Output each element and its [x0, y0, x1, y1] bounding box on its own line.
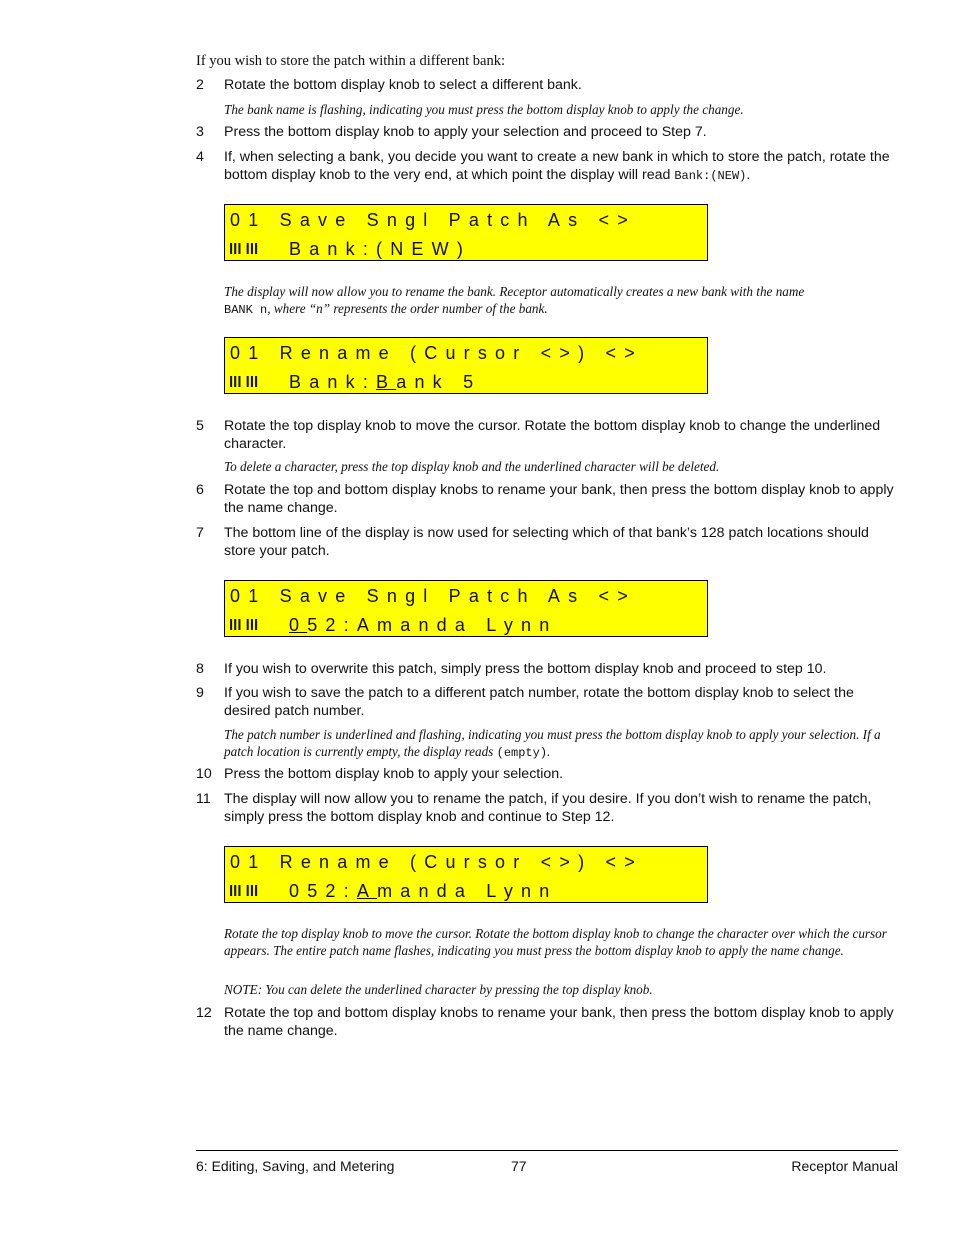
lcd-line-1: 01 Rename (Cursor <>) <>: [230, 852, 643, 872]
step-7: [196, 525, 896, 560]
step-text: Press the bottom display knob to apply your selection.: [224, 766, 564, 782]
footer-divider: [196, 1150, 898, 1151]
lcd-cursor: A: [356, 881, 378, 901]
step-text: Rotate the top and bottom display knobs to rename your bank, then press the bottom display knob to apply the name change.: [224, 482, 894, 516]
lcd-line-2: [289, 615, 557, 635]
step-text: Rotate the top and bottom display knobs to rename your bank, then press the bottom display knob to apply the name change.: [224, 1005, 894, 1039]
step-number: 6: [196, 482, 204, 498]
step-number: 9: [196, 685, 204, 701]
page-number: 77: [511, 1158, 527, 1174]
step-6: [196, 482, 896, 517]
note-text: The patch number is underlined and flashing, indicating you must press the bottom display knob to apply your selection. If a patch location is currently empty, the display reads: [224, 727, 881, 759]
step-number: 5: [196, 418, 204, 434]
level-meter: lll lll: [229, 617, 259, 634]
note-step-11: Rotate the top display knob to move the cursor. Rotate the bottom display knob to change the character over which the cursor appears. The entire patch name flashes, indicating you must press the bottom display knob to apply the name change.: [224, 926, 887, 958]
step-number: 10: [196, 766, 212, 782]
note-step-9: [224, 726, 894, 762]
step-text: If, when selecting a bank, you decide you want to create a new bank in which to store the patch, rotate the bottom display knob to the very end, at which point the display will read: [224, 149, 890, 183]
lcd-text: Bank:(NEW): [289, 239, 472, 259]
note-step-5: To delete a character, press the top display knob and the underlined character will be deleted.: [224, 459, 720, 474]
lcd-display-4: [224, 846, 708, 903]
note-text: .: [547, 744, 551, 759]
lcd-text: Bank:: [289, 372, 377, 392]
lcd-cursor: 0: [289, 615, 308, 635]
note-text: , where “n” represents the order number of the bank.: [267, 301, 548, 316]
code-text: BANK n: [224, 303, 268, 317]
step-number: 3: [196, 124, 204, 140]
code-text: Bank:(NEW): [674, 168, 747, 183]
step-text: If you wish to save the patch to a different patch number, rotate the bottom display knob to select the desired patch number.: [224, 685, 854, 719]
step-text: Rotate the top display knob to move the cursor. Rotate the bottom display knob to change the underlined character.: [224, 418, 881, 452]
step-12: [196, 1005, 896, 1040]
lcd-text: manda Lynn: [377, 881, 558, 901]
lcd-text: 052:: [289, 881, 357, 901]
lcd-display-1: [224, 204, 708, 261]
step-number: 12: [196, 1005, 212, 1021]
step-5: [196, 418, 896, 453]
note-delete: NOTE: You can delete the underlined character by pressing the top display knob.: [224, 982, 653, 997]
lcd-display-3: [224, 580, 708, 637]
lcd-cursor: B: [376, 372, 397, 392]
note-text: The display will now allow you to rename the bank. Receptor automatically creates a new bank with the name: [224, 284, 805, 299]
footer-chapter: 6: Editing, Saving, and Metering: [196, 1158, 395, 1174]
lcd-line-2: [289, 239, 471, 259]
step-3: [196, 124, 896, 142]
footer-manual-title: Receptor Manual: [791, 1158, 898, 1174]
step-text: Rotate the bottom display knob to select a different bank.: [224, 77, 582, 93]
step-text: If you wish to overwrite this patch, simply press the bottom display knob and proceed to step 10.: [224, 661, 827, 677]
step-number: 8: [196, 661, 204, 677]
step-text: The display will now allow you to rename the patch, if you desire. If you don’t wish to rename the patch, simply press the bottom display knob and continue to Step 12.: [224, 791, 872, 825]
note-step-2: The bank name is flashing, indicating you must press the bottom display knob to apply the change.: [224, 102, 744, 117]
step-11: [196, 791, 896, 826]
intro-text: If you wish to store the patch within a different bank:: [196, 53, 505, 69]
step-9: [196, 685, 896, 720]
lcd-text: ank 5: [396, 372, 482, 392]
step-text: The bottom line of the display is now used for selecting which of that bank’s 128 patch locations should store your patch.: [224, 525, 869, 559]
step-4: [196, 149, 896, 185]
level-meter: lll lll: [229, 241, 259, 258]
lcd-line-1: 01 Rename (Cursor <>) <>: [230, 343, 643, 363]
lcd-line-1: 01 Save Sngl Patch As <>: [230, 210, 636, 230]
lcd-line-2: [289, 372, 481, 392]
lcd-line-1: 01 Save Sngl Patch As <>: [230, 586, 636, 606]
level-meter: lll lll: [229, 883, 259, 900]
step-number: 4: [196, 149, 204, 165]
step-number: 11: [196, 791, 211, 807]
step-10: [196, 766, 896, 784]
step-number: 2: [196, 77, 204, 93]
step-8: [196, 661, 896, 679]
note-step-4: [224, 283, 894, 319]
lcd-display-2: [224, 337, 708, 394]
step-text: Press the bottom display knob to apply your selection and proceed to Step 7.: [224, 124, 707, 140]
step-2: [196, 77, 896, 95]
step-end: .: [746, 166, 751, 183]
code-text: (empty): [496, 746, 548, 760]
step-number: 7: [196, 525, 204, 541]
lcd-text: 52:Amanda Lynn: [307, 615, 558, 635]
lcd-line-2: [289, 881, 557, 901]
level-meter: lll lll: [229, 374, 259, 391]
